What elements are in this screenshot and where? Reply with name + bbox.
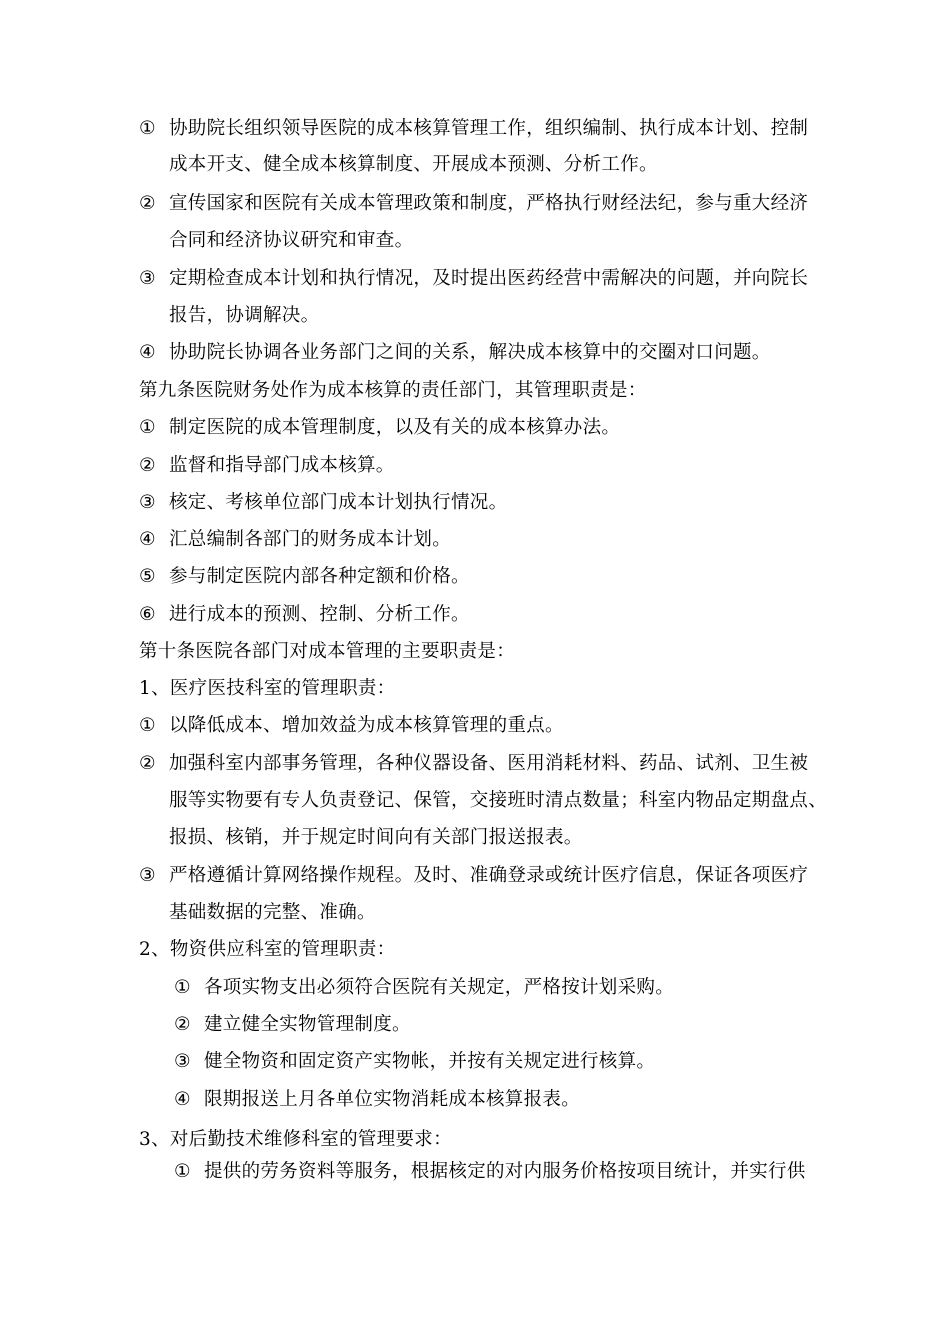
item-marker: ② [174,1014,191,1035]
list-item [139,603,470,627]
list-item [139,454,395,478]
item-marker: ③ [139,492,156,513]
item-text: 监督和指导部门成本核算。 [169,455,395,476]
item-marker: ① [139,118,156,139]
item-marker: ③ [174,1051,191,1072]
item-marker: ⑥ [139,604,156,625]
list-item [174,1013,411,1037]
subsection-heading: 1、医疗医技科室的管理职责： [139,678,396,699]
item-text: 核定、考核单位部门成本计划执行情况。 [169,492,508,513]
item-marker: ② [139,753,156,774]
list-item-continuation: 成本开支、健全成本核算制度、开展成本预测、分析工作。 [169,154,658,175]
item-text: 制定医院的成本管理制度，以及有关的成本核算办法。 [169,417,621,438]
subsection-heading: 2、物资供应科室的管理职责： [139,939,396,960]
item-text: 建立健全实物管理制度。 [204,1014,411,1035]
article-heading: 第九条医院财务处作为成本核算的责任部门，其管理职责是： [139,380,647,401]
item-marker: ④ [139,529,156,550]
item-text: 参与制定医院内部各种定额和价格。 [169,566,470,587]
list-item-continuation: 报告，协调解决。 [169,305,320,326]
list-item-continuation: 服等实物要有专人负责登记、保管，交接班时清点数量；科室内物品定期盘点、 [169,790,828,811]
list-item [139,565,470,589]
item-text: 以降低成本、增加效益为成本核算管理的重点。 [169,715,564,736]
list-item-continuation: 报损、核销，并于规定时间向有关部门报送报表。 [169,827,583,848]
item-text: 健全物资和固定资产实物帐，并按有关规定进行核算。 [204,1051,656,1072]
list-item [174,1050,655,1074]
list-item [139,864,808,888]
item-marker: ② [139,193,156,214]
item-marker: ⑤ [139,566,156,587]
item-text: 进行成本的预测、控制、分析工作。 [169,604,470,625]
item-marker: ① [174,977,191,998]
list-item-continuation: 合同和经济协议研究和审查。 [169,230,414,251]
list-item [174,1088,580,1112]
item-marker: ② [139,455,156,476]
list-item [139,267,808,291]
item-marker: ① [139,417,156,438]
item-text: 各项实物支出必须符合医院有关规定，严格按计划采购。 [204,977,675,998]
list-item [139,528,451,552]
list-item [139,752,808,776]
item-text: 严格遵循计算网络操作规程。及时、准确登录或统计医疗信息，保证各项医疗 [169,865,809,886]
item-text: 汇总编制各部门的财务成本计划。 [169,529,452,550]
item-marker: ④ [174,1089,191,1110]
item-text: 协助院长组织领导医院的成本核算管理工作，组织编制、执行成本计划、控制 [169,118,809,139]
list-item [139,117,808,141]
list-item [139,192,808,216]
item-text: 宣传国家和医院有关成本管理政策和制度，严格执行财经法纪，参与重大经济 [169,193,809,214]
list-item [139,341,771,365]
list-item [139,491,507,515]
item-text: 定期检查成本计划和执行情况，及时提出医药经营中需解决的问题，并向院长 [169,268,809,289]
item-text: 加强科室内部事务管理，各种仪器设备、医用消耗材料、药品、试剂、卫生被 [169,753,809,774]
item-text: 提供的劳务资料等服务，根据核定的对内服务价格按项目统计，并实行供 [204,1161,806,1182]
list-item [174,976,674,1000]
item-marker: ① [174,1161,191,1182]
subsection-heading: 3、对后勤技术维修科室的管理要求： [139,1129,452,1150]
list-item [139,416,620,440]
item-marker: ③ [139,268,156,289]
list-item-continuation: 基础数据的完整、准确。 [169,902,376,923]
item-text: 协助院长协调各业务部门之间的关系，解决成本核算中的交圈对口问题。 [169,342,771,363]
item-marker: ④ [139,342,156,363]
item-marker: ③ [139,865,156,886]
item-text: 限期报送上月各单位实物消耗成本核算报表。 [204,1089,581,1110]
list-item [139,714,564,738]
list-item [174,1160,806,1184]
article-heading: 第十条医院各部门对成本管理的主要职责是： [139,641,516,662]
item-marker: ① [139,715,156,736]
